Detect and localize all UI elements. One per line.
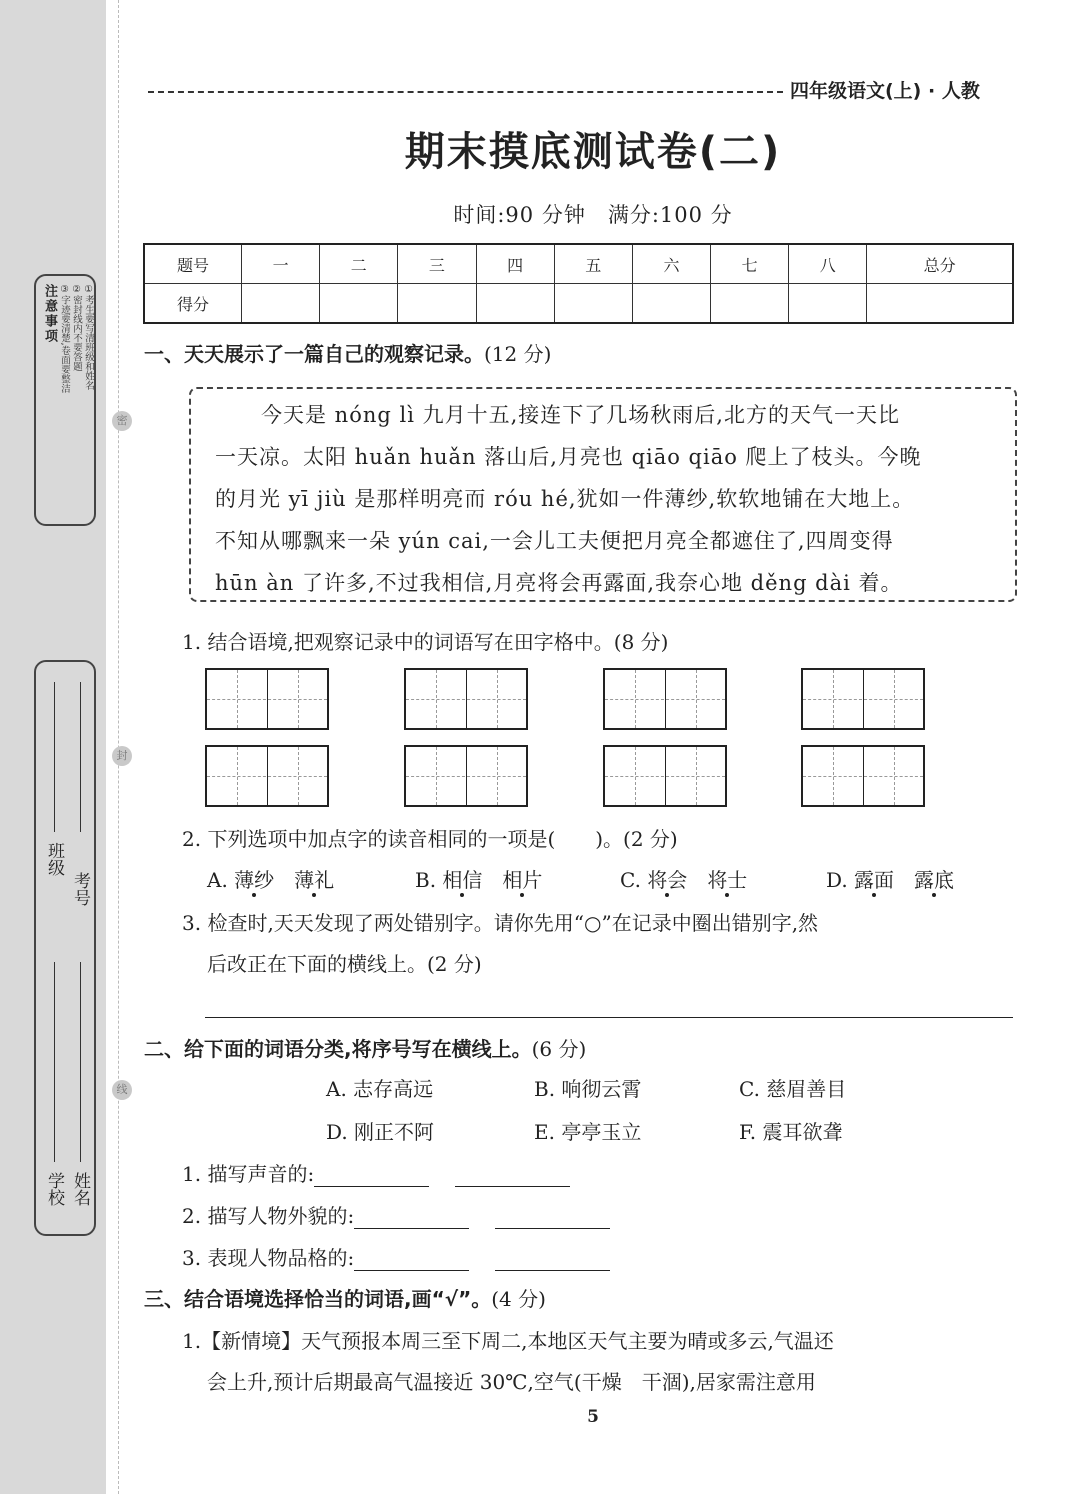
writing-grid[interactable]: [205, 745, 329, 807]
word-option: A. 志存高远: [326, 1077, 434, 1101]
notice-title: 注意事项: [42, 284, 57, 344]
table-cell: 总分: [867, 244, 1013, 284]
score-cell[interactable]: [554, 284, 632, 324]
section-heading: 二、给下面的词语分类,将序号写在横线上。(6 分): [144, 1037, 587, 1061]
word-option: F. 震耳欲聋: [739, 1120, 843, 1144]
observation-passage: [189, 387, 1017, 602]
answer-blank[interactable]: [354, 1252, 469, 1271]
answer-blank[interactable]: [354, 1210, 469, 1229]
table-cell: 得分: [144, 284, 242, 324]
class-line: [54, 682, 55, 832]
word-option: C. 慈眉善目: [739, 1077, 847, 1101]
option-a[interactable]: A. 薄纱 薄礼: [207, 864, 334, 893]
score-table: [143, 243, 1014, 324]
option-d[interactable]: D. 露面 露底: [826, 864, 954, 893]
name-label: 姓名: [70, 1172, 90, 1206]
table-row: [144, 284, 1013, 324]
question-3-1-cont: 会上升,预计后期最高气温接近 30℃,空气(干燥 干涸),居家需注意用: [207, 1370, 816, 1394]
notice-item: ①考生要写清班级和姓名: [83, 284, 94, 390]
table-cell: 八: [789, 244, 867, 284]
table-row: [144, 244, 1013, 284]
writing-grid[interactable]: [603, 745, 727, 807]
answer-blank[interactable]: [495, 1252, 610, 1271]
answer-blank[interactable]: [455, 1168, 570, 1187]
table-cell: 题号: [144, 244, 242, 284]
table-cell: 一: [242, 244, 320, 284]
question-1-2: 2. 下列选项中加点字的读音相同的一项是( )。(2 分): [182, 827, 678, 851]
option-c[interactable]: C. 将会 将士: [620, 864, 747, 893]
writing-grid[interactable]: [801, 668, 925, 730]
header-subject: 四年级语文(上) · 人教: [790, 80, 980, 102]
table-cell: 四: [476, 244, 554, 284]
score-cell[interactable]: [867, 284, 1013, 324]
word-option: B. 响彻云霄: [534, 1077, 642, 1101]
word-option: D. 刚正不阿: [326, 1120, 435, 1144]
passage-line: hūn àn 了许多,不过我相信,月亮将会再露面,我奈心地 děng dài 着。: [215, 571, 903, 595]
score-cell[interactable]: [242, 284, 320, 324]
class-label: 班级: [44, 842, 64, 876]
passage-line: 今天是 nóng lì 九月十五,接连下了几场秋雨后,北方的天气一天比: [261, 403, 900, 427]
table-cell: 五: [554, 244, 632, 284]
table-cell: 二: [320, 244, 398, 284]
notice-items: [58, 284, 94, 393]
binding-hole: 密: [112, 411, 132, 431]
exam-info: 时间:90 分钟 满分:100 分: [453, 203, 733, 227]
score-cell[interactable]: [398, 284, 476, 324]
section-heading: 三、结合语境选择恰当的词语,画“√”。(4 分): [144, 1287, 546, 1311]
notice-box: [34, 274, 96, 526]
question-1-1: 1. 结合语境,把观察记录中的词语写在田字格中。(8 分): [182, 630, 669, 654]
answer-blank[interactable]: [495, 1210, 610, 1229]
passage-line: 不知从哪飘来一朵 yún cai,一会儿工夫便把月亮全都遮住了,四周变得: [215, 529, 894, 553]
header-rule: [148, 91, 783, 93]
name-line: [80, 962, 81, 1162]
student-info-box: [34, 660, 96, 1236]
exam-number-line: [80, 682, 81, 832]
school-label: 学校: [44, 1172, 64, 1206]
table-cell: 三: [398, 244, 476, 284]
score-cell[interactable]: [711, 284, 789, 324]
question-3-1: 1.【新情境】天气预报本周三至下周二,本地区天气主要为晴或多云,气温还: [182, 1329, 834, 1353]
binding-hole: 线: [112, 1080, 132, 1100]
notice-item: ③字迹要清楚,卷面要整洁: [59, 284, 70, 394]
passage-line: 的月光 yī jiù 是那样明亮而 róu hé,犹如一件薄纱,软软地铺在大地上。: [215, 487, 915, 511]
question-2-1: 1. 描写声音的:: [182, 1158, 596, 1187]
question-2-3: 3. 表现人物品格的:: [182, 1242, 636, 1271]
question-2-2: 2. 描写人物外貌的:: [182, 1200, 636, 1229]
score-cell[interactable]: [476, 284, 554, 324]
question-1-3: 3. 检查时,天天发现了两处错别字。请你先用“○”在记录中圈出错别字,然: [182, 911, 819, 935]
exam-number-label: 考号: [70, 872, 90, 906]
page-number: 5: [587, 1407, 599, 1427]
score-cell[interactable]: [320, 284, 398, 324]
question-1-3-cont: 后改正在下面的横线上。(2 分): [207, 952, 482, 976]
answer-line[interactable]: [205, 1017, 1013, 1018]
page-title: 期末摸底测试卷(二): [404, 129, 782, 175]
school-line: [54, 962, 55, 1162]
writing-grid[interactable]: [404, 668, 528, 730]
answer-blank[interactable]: [314, 1168, 429, 1187]
writing-grid[interactable]: [404, 745, 528, 807]
option-b[interactable]: B. 相信 相片: [415, 864, 542, 893]
writing-grid[interactable]: [603, 668, 727, 730]
score-cell[interactable]: [632, 284, 710, 324]
writing-grid[interactable]: [205, 668, 329, 730]
section-heading: 一、天天展示了一篇自己的观察记录。(12 分): [144, 342, 552, 366]
table-cell: 六: [632, 244, 710, 284]
passage-line: 一天凉。太阳 huǎn huǎn 落山后,月亮也 qiāo qiāo 爬上了枝头。今晚: [215, 445, 922, 469]
binding-hole: 封: [112, 746, 132, 766]
table-cell: 七: [711, 244, 789, 284]
word-option: E. 亭亭玉立: [534, 1120, 642, 1144]
notice-item: ②密封线内不要答题: [71, 284, 82, 371]
writing-grid[interactable]: [801, 745, 925, 807]
score-cell[interactable]: [789, 284, 867, 324]
